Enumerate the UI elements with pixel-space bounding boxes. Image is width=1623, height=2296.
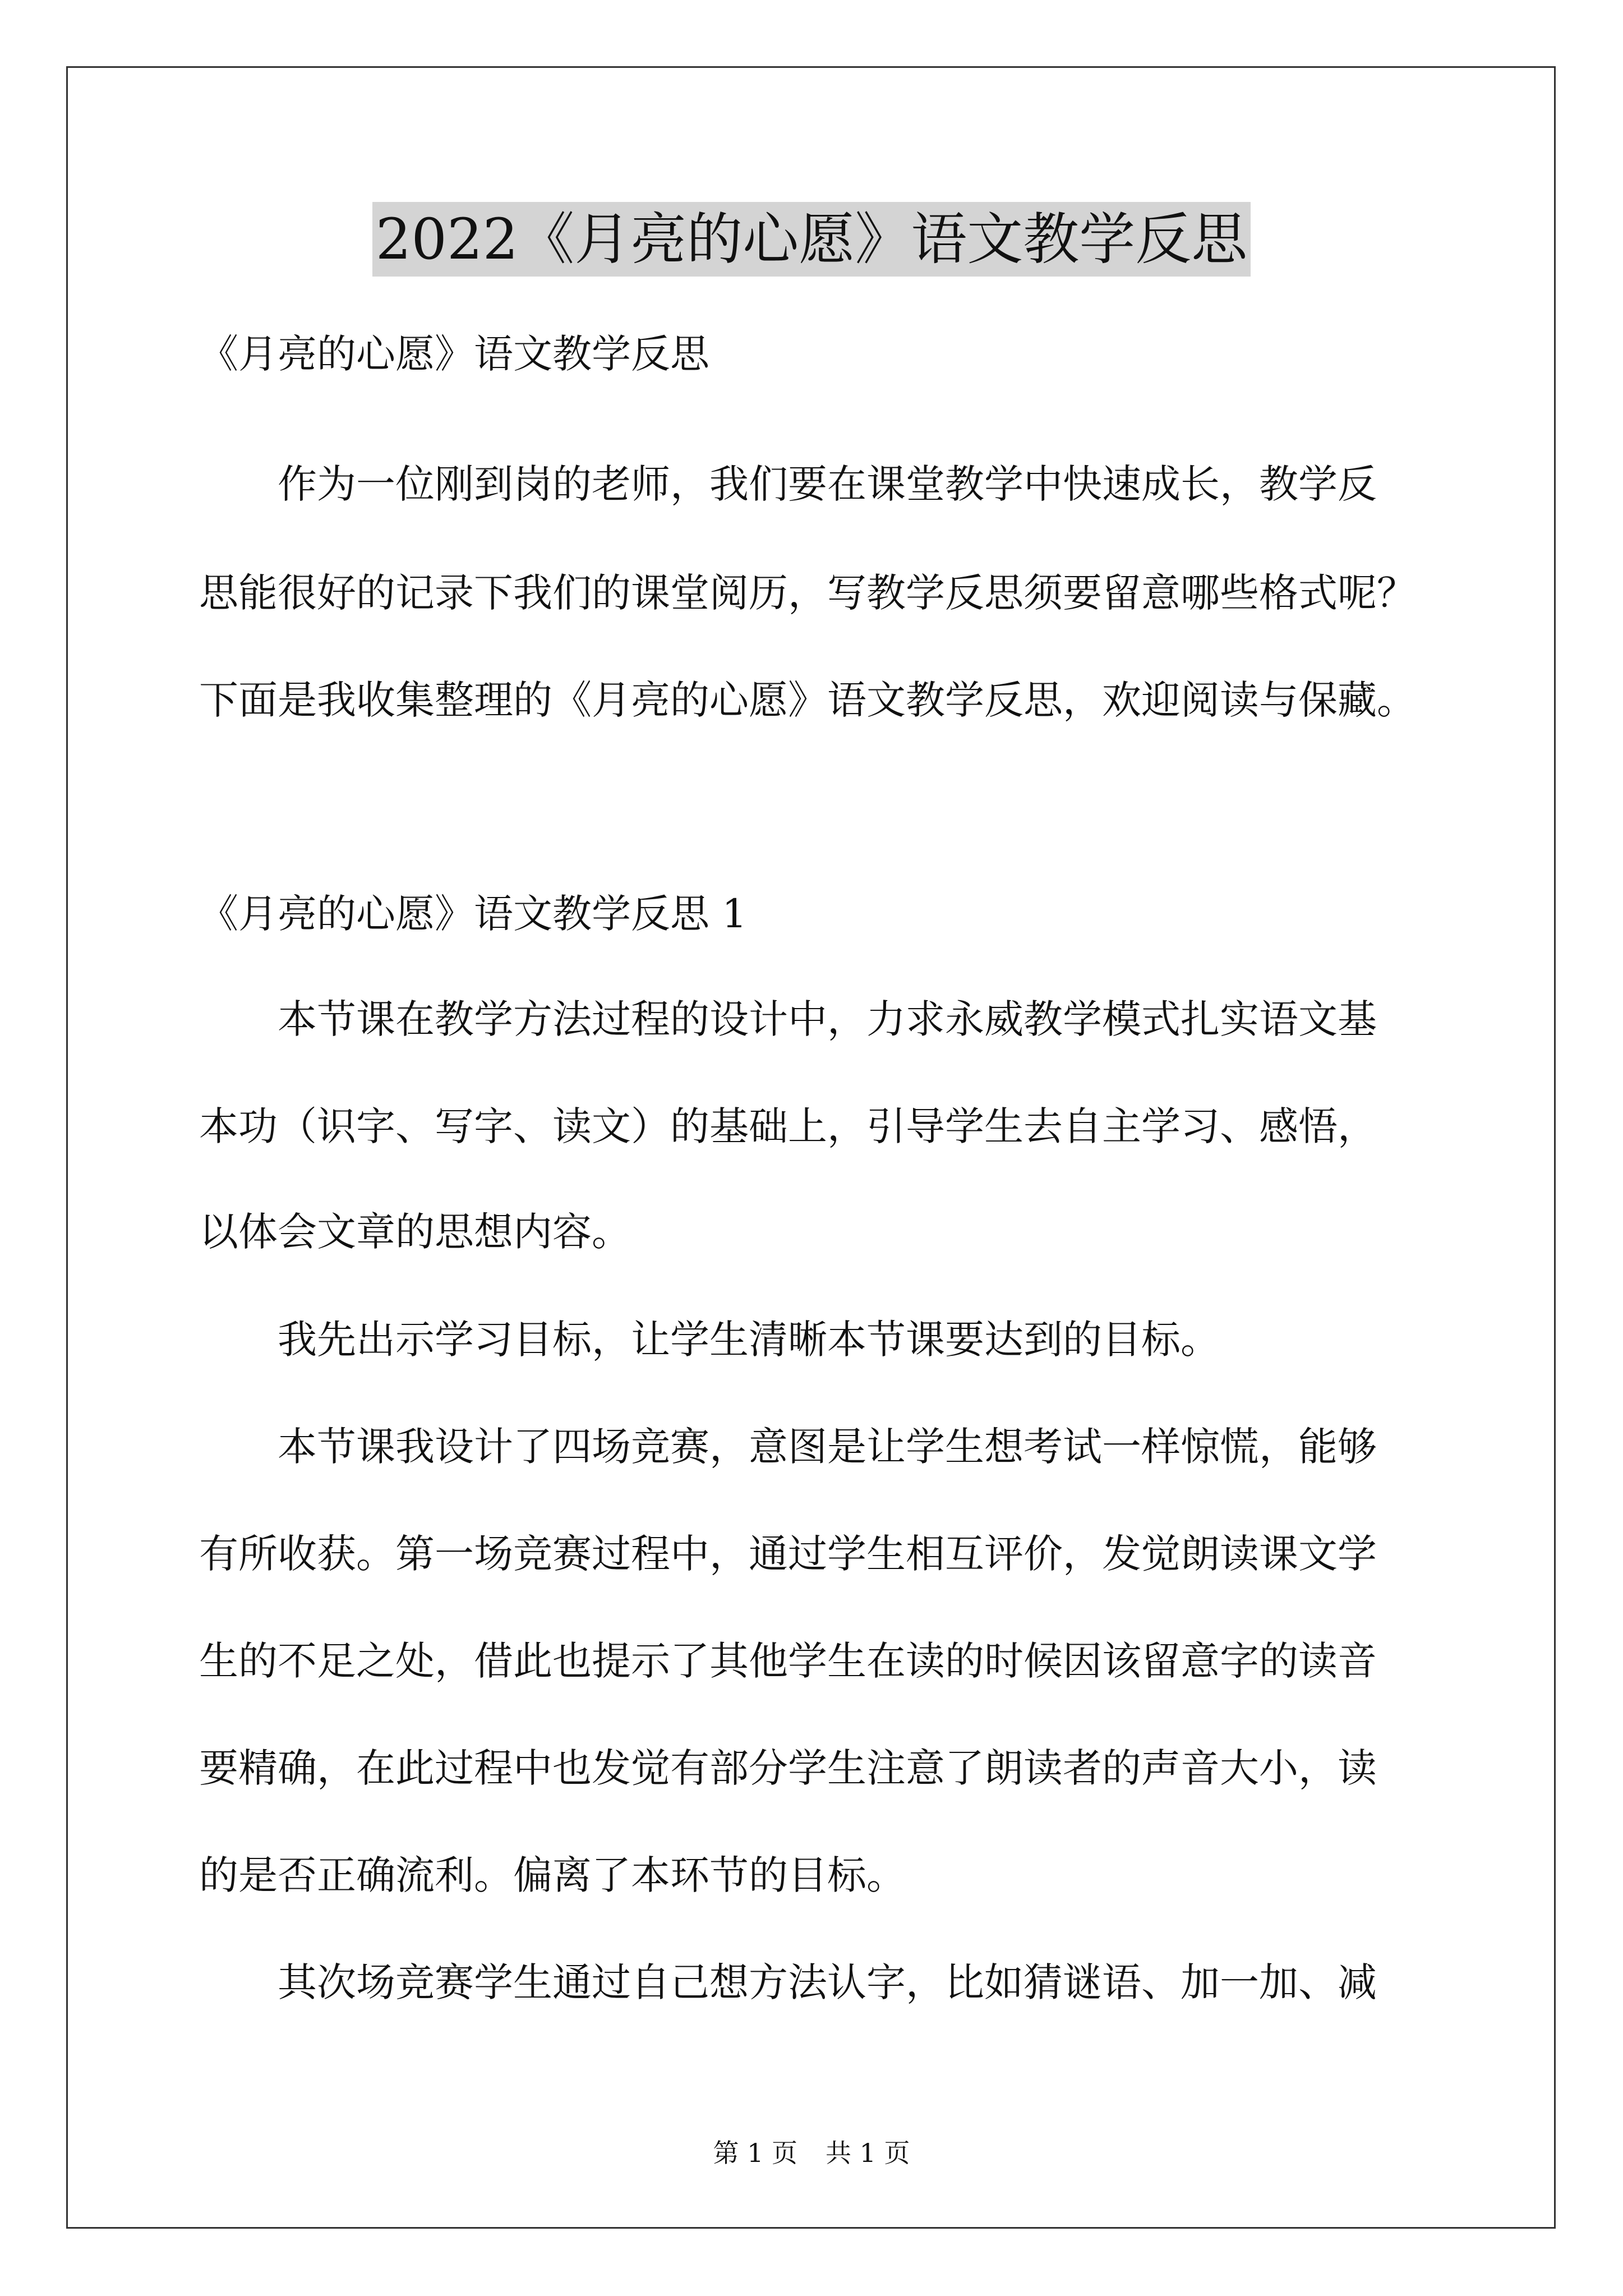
document-title bbox=[0, 203, 1623, 276]
intro-line-1: 作为一位刚到岗的老师，我们要在课堂教学中快速成长，教学反 bbox=[278, 461, 1377, 507]
section-heading: 《月亮的心愿》语文教学反思 1 bbox=[199, 891, 747, 937]
body-line-9: 的是否正确流利。偏离了本环节的目标。 bbox=[199, 1852, 906, 1898]
body-line-7: 生的不足之处，借此也提示了其他学生在读的时候因该留意字的读音 bbox=[199, 1638, 1377, 1684]
page-footer bbox=[0, 2136, 1623, 2170]
document-subtitle: 《月亮的心愿》语文教学反思 bbox=[199, 331, 709, 377]
body-line-10: 其次场竞赛学生通过自己想方法认字，比如猜谜语、加一加、减 bbox=[278, 1959, 1377, 2005]
footer-page-label: 第 1 页 bbox=[713, 2138, 797, 2168]
body-line-8: 要精确，在此过程中也发觉有部分学生注意了朗读者的声音大小，读 bbox=[199, 1745, 1377, 1791]
body-line-1: 本节课在教学方法过程的设计中，力求永威教学模式扎实语文基 bbox=[278, 996, 1377, 1042]
body-line-4: 我先出示学习目标，让学生清晰本节课要达到的目标。 bbox=[278, 1317, 1220, 1363]
body-line-5: 本节课我设计了四场竞赛，意图是让学生想考试一样惊慌，能够 bbox=[278, 1424, 1377, 1470]
body-line-2: 本功（识字、写字、读文）的基础上，引导学生去自主学习、感悟， bbox=[199, 1103, 1377, 1149]
intro-line-3: 下面是我收集整理的《月亮的心愿》语文教学反思，欢迎阅读与保藏。 bbox=[199, 677, 1416, 723]
intro-line-2: 思能很好的记录下我们的课堂阅历，写教学反思须要留意哪些格式呢？ bbox=[199, 570, 1416, 616]
footer-total-label: 共 1 页 bbox=[826, 2138, 910, 2168]
body-line-6: 有所收获。第一场竞赛过程中，通过学生相互评价，发觉朗读课文学 bbox=[199, 1531, 1377, 1577]
body-line-3: 以体会文章的思想内容。 bbox=[199, 1209, 631, 1255]
document-title-text: 2022《月亮的心愿》语文教学反思 bbox=[372, 202, 1251, 277]
